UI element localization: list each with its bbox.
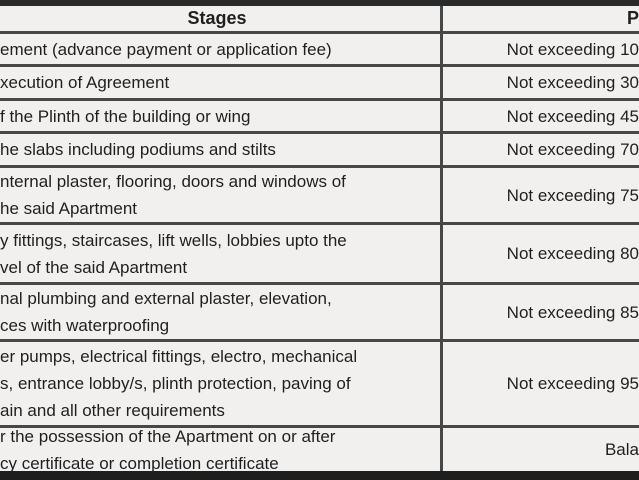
stage-line: he slabs including podiums and stilts xyxy=(0,140,276,159)
percentage-column-header: P xyxy=(626,8,639,28)
stage-line: ain and all other requirements xyxy=(0,401,225,420)
stage-line: ement (advance payment or application fee) xyxy=(0,39,332,59)
payment-cell: Not exceeding 10 xyxy=(506,39,639,59)
stage-line: ces with waterproofing xyxy=(0,316,170,335)
table-header-row xyxy=(0,6,639,34)
stage-line: nal plumbing and external plaster, elevation, xyxy=(0,289,332,308)
stage-cell xyxy=(0,67,443,98)
stage-cell xyxy=(0,168,443,222)
stage-cell xyxy=(0,134,443,165)
table-row xyxy=(0,101,639,134)
payment-cell: Not exceeding 30 xyxy=(506,73,639,92)
stage-line: s, entrance lobby/s, plinth protection, paving of xyxy=(0,374,351,393)
payment-cell: Not exceeding 75 xyxy=(506,185,639,205)
table-row xyxy=(0,34,639,67)
table-row xyxy=(0,342,639,428)
stage-line: vel of the said Apartment xyxy=(0,257,188,277)
stage-cell xyxy=(0,285,443,339)
payment-cell: Bala xyxy=(604,440,639,459)
stage-cell xyxy=(0,428,443,471)
stage-line: f the Plinth of the building or wing xyxy=(0,106,251,126)
stage-cell xyxy=(0,225,443,282)
table-row xyxy=(0,134,639,168)
stage-line: xecution of Agreement xyxy=(0,73,170,92)
table-row xyxy=(0,285,639,342)
stage-line: cy certificate or completion certificate xyxy=(0,453,279,471)
table-row xyxy=(0,428,639,471)
table-row xyxy=(0,225,639,285)
stage-line: nternal plaster, flooring, doors and windows of xyxy=(0,172,346,191)
payment-cell: Not exceeding 85 xyxy=(506,302,639,322)
stage-line: er pumps, electrical fittings, electro, mechanical xyxy=(0,347,358,366)
stage-line: y fittings, staircases, lift wells, lobbies upto the xyxy=(0,230,347,250)
payment-cell: Not exceeding 45 xyxy=(506,106,639,126)
stage-line: he said Apartment xyxy=(0,199,138,218)
stage-cell xyxy=(0,101,443,131)
stage-cell xyxy=(0,34,443,64)
payment-cell: Not exceeding 70 xyxy=(506,140,639,159)
stage-cell xyxy=(0,342,443,425)
table-row xyxy=(0,168,639,225)
stage-line: r the possession of the Apartment on or after xyxy=(0,428,336,446)
stages-column-header: Stages xyxy=(0,6,443,31)
table-row xyxy=(0,67,639,101)
payment-cell: Not exceeding 80 xyxy=(506,244,639,263)
payment-cell: Not exceeding 95 xyxy=(506,374,639,393)
